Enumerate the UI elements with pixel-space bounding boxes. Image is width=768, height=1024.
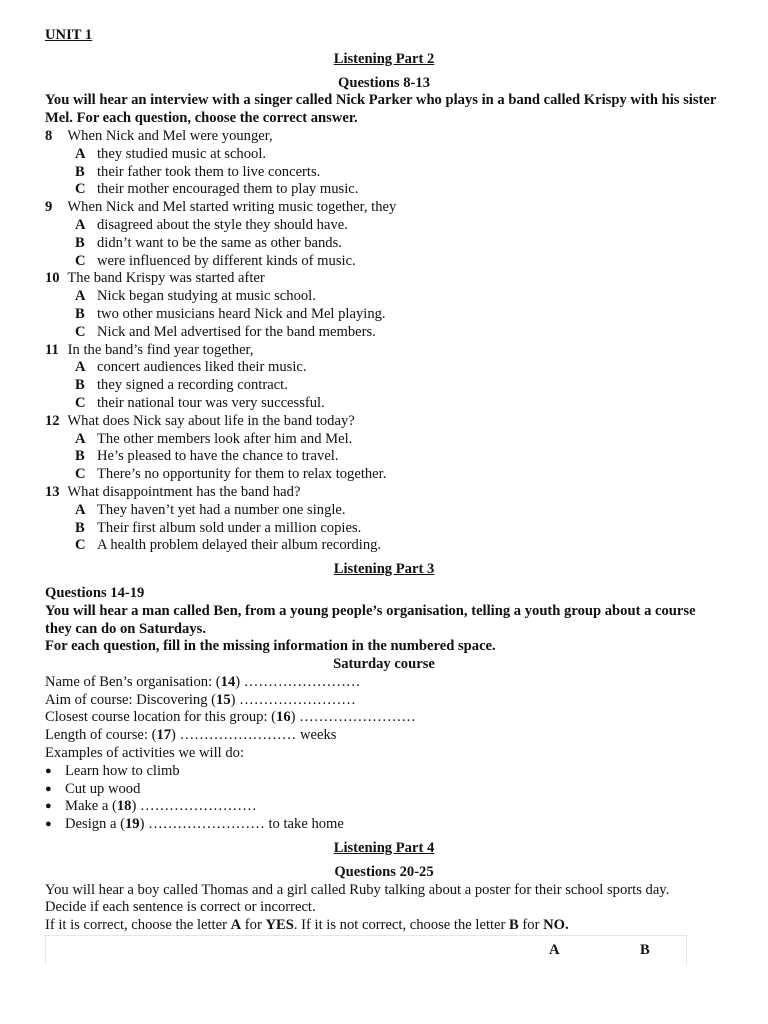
column-header-b: B xyxy=(640,942,650,959)
option-text: two other musicians heard Nick and Mel playing. xyxy=(97,305,386,322)
option-b[interactable] xyxy=(45,377,723,395)
part-2-question-list xyxy=(45,128,723,555)
question-8 xyxy=(45,128,723,199)
option-letter: B xyxy=(75,377,85,394)
bullet-item-18 xyxy=(45,798,723,816)
option-a[interactable] xyxy=(45,217,723,235)
option-a[interactable] xyxy=(45,146,723,164)
question-number: 9 xyxy=(45,199,53,216)
letter-a: A xyxy=(230,917,242,934)
part-2-instructions: You will hear an interview with a singer called Nick Parker who plays in a band called Krispy with his sister Mel. For each question, choose the correct answer. xyxy=(45,92,717,127)
question-number: 8 xyxy=(45,127,53,144)
option-text: their mother encouraged them to play music. xyxy=(97,181,359,198)
part-4-decide: Decide if each sentence is correct or incorrect. xyxy=(45,899,316,916)
option-a[interactable] xyxy=(45,359,723,377)
instruction-text: If it is correct, choose the letter xyxy=(45,917,231,934)
option-letter: C xyxy=(75,323,86,340)
option-text: Their first album sold under a million copies. xyxy=(97,519,362,536)
no-label: NO. xyxy=(543,917,569,934)
option-letter: A xyxy=(75,359,86,376)
question-text: What disappointment has the band had? xyxy=(67,483,301,500)
answer-blank-18[interactable]: …………………… xyxy=(139,798,257,815)
answer-blank-16[interactable]: …………………… xyxy=(299,709,416,726)
option-letter: A xyxy=(75,145,86,162)
part-3-instructions-2: For each question, fill in the missing information in the numbered space. xyxy=(45,638,496,655)
instruction-text: . If it is not correct, choose the letter xyxy=(293,917,510,934)
field-label: Length of course: ( xyxy=(45,727,157,744)
field-label-end: ) xyxy=(290,709,300,726)
option-letter: B xyxy=(75,305,85,322)
option-text: The other members look after him and Mel. xyxy=(97,430,353,447)
option-text: they signed a recording contract. xyxy=(97,377,288,394)
bullet-item xyxy=(45,781,723,799)
field-label-end: ) xyxy=(230,691,240,708)
instruction-text: for xyxy=(518,917,544,934)
part-3-questions-label: Questions 14-19 xyxy=(45,584,145,601)
answer-blank-19[interactable]: …………………… xyxy=(148,816,265,833)
option-text: didn’t want to be the same as other bands. xyxy=(97,234,342,251)
bullet-text: Learn how to climb xyxy=(65,762,180,779)
part-4-questions-label: Questions 20-25 xyxy=(334,863,434,880)
question-10 xyxy=(45,270,723,341)
option-letter: C xyxy=(75,394,86,411)
option-text: A health problem delayed their album recording. xyxy=(97,537,382,554)
field-15 xyxy=(45,692,723,710)
part-4-title: Listening Part 4 xyxy=(333,840,435,857)
option-b[interactable] xyxy=(45,164,723,182)
listening-part-3 xyxy=(45,561,723,834)
option-c[interactable] xyxy=(45,395,723,413)
option-text: They haven’t yet had a number one single. xyxy=(97,501,346,518)
option-text: concert audiences liked their music. xyxy=(97,359,307,376)
question-number: 11 xyxy=(45,341,59,358)
option-letter: C xyxy=(75,252,86,269)
column-header-a: A xyxy=(549,942,560,959)
field-16 xyxy=(45,709,723,727)
field-suffix: weeks xyxy=(296,727,337,744)
option-letter: B xyxy=(75,448,85,465)
option-letter: B xyxy=(75,234,85,251)
option-text: they studied music at school. xyxy=(97,145,267,162)
option-text: disagreed about the style they should have. xyxy=(97,216,348,233)
option-text: their national tour was very successful. xyxy=(97,394,325,411)
part-2-title: Listening Part 2 xyxy=(333,50,435,67)
option-letter: A xyxy=(75,501,86,518)
field-number: 18 xyxy=(116,798,132,815)
option-text: their father took them to live concerts. xyxy=(97,163,321,180)
question-13 xyxy=(45,484,723,555)
instruction-text: for xyxy=(241,917,266,934)
option-letter: C xyxy=(75,537,86,554)
field-17 xyxy=(45,727,723,745)
listening-part-4 xyxy=(45,840,723,965)
option-c[interactable] xyxy=(45,466,723,484)
question-11 xyxy=(45,342,723,413)
option-letter: B xyxy=(75,519,85,536)
yes-label: YES xyxy=(265,917,294,934)
field-number: 14 xyxy=(220,673,236,690)
question-text: The band Krispy was started after xyxy=(67,270,265,287)
option-letter: C xyxy=(75,181,86,198)
listening-part-2 xyxy=(45,51,723,555)
answer-blank-14[interactable]: …………………… xyxy=(243,673,361,690)
answer-blank-15[interactable]: …………………… xyxy=(239,691,356,708)
question-text: What does Nick say about life in the band today? xyxy=(67,412,355,429)
letter-b: B xyxy=(509,917,519,934)
option-letter: C xyxy=(75,466,86,483)
unit-heading: UNIT 1 xyxy=(45,27,93,43)
option-letter: B xyxy=(75,163,85,180)
part-2-questions-label: Questions 8-13 xyxy=(337,74,431,91)
question-12 xyxy=(45,413,723,484)
question-text: When Nick and Mel were younger, xyxy=(67,127,273,144)
question-number: 10 xyxy=(45,270,60,287)
option-letter: A xyxy=(75,216,86,233)
bullet-text: Make a ( xyxy=(65,798,117,815)
bullet-text: Cut up wood xyxy=(65,780,141,797)
answer-table xyxy=(45,935,687,965)
option-text: Nick and Mel advertised for the band members. xyxy=(97,323,376,340)
part-3-title: Listening Part 3 xyxy=(333,561,435,578)
option-letter: A xyxy=(75,430,86,447)
field-14 xyxy=(45,674,723,692)
bullet-text: Design a ( xyxy=(65,816,125,833)
option-c[interactable] xyxy=(45,253,723,271)
bullet-text-end: ) xyxy=(131,798,140,815)
option-a[interactable] xyxy=(45,431,723,449)
field-number: 15 xyxy=(216,691,231,708)
course-title: Saturday course xyxy=(333,656,435,673)
part-4-answer-instructions xyxy=(45,917,723,935)
question-text: When Nick and Mel started writing music together, they xyxy=(67,199,397,216)
option-letter: A xyxy=(75,288,86,305)
part-4-intro: You will hear a boy called Thomas and a girl called Ruby talking about a poster for their school sports day. xyxy=(45,881,670,898)
examples-label: Examples of activities we will do: xyxy=(45,745,244,762)
question-9 xyxy=(45,199,723,270)
field-label-end: ) xyxy=(171,727,180,744)
bullet-text-end: ) xyxy=(139,816,149,833)
option-b[interactable] xyxy=(45,235,723,253)
option-b[interactable] xyxy=(45,306,723,324)
field-label: Aim of course: Discovering ( xyxy=(45,691,217,708)
bullet-item xyxy=(45,763,723,781)
field-label: Closest course location for this group: ( xyxy=(45,709,277,726)
bullet-item-19 xyxy=(45,816,723,834)
option-c[interactable] xyxy=(45,537,723,555)
question-number: 13 xyxy=(45,483,60,500)
option-c[interactable] xyxy=(45,181,723,199)
field-number: 17 xyxy=(156,727,172,744)
field-number: 16 xyxy=(276,709,291,726)
part-3-instructions: You will hear a man called Ben, from a young people’s organisation, telling a youth group about a course they can do on Saturdays. xyxy=(45,602,696,637)
bullet-suffix: to take home xyxy=(264,816,344,833)
option-c[interactable] xyxy=(45,324,723,342)
question-number: 12 xyxy=(45,412,60,429)
field-label: Name of Ben’s organisation: ( xyxy=(45,673,221,690)
question-text: In the band’s find year together, xyxy=(67,341,254,358)
option-text: He’s pleased to have the chance to travel. xyxy=(97,448,339,465)
option-text: were influenced by different kinds of music. xyxy=(97,252,356,269)
option-text: Nick began studying at music school. xyxy=(97,288,316,305)
answer-blank-17[interactable]: …………………… xyxy=(179,727,297,744)
option-b[interactable] xyxy=(45,448,723,466)
option-a[interactable] xyxy=(45,502,723,520)
field-label-end: ) xyxy=(235,673,244,690)
option-b[interactable] xyxy=(45,520,723,538)
field-number: 19 xyxy=(124,816,140,833)
option-a[interactable] xyxy=(45,288,723,306)
option-text: There’s no opportunity for them to relax together. xyxy=(97,466,387,483)
